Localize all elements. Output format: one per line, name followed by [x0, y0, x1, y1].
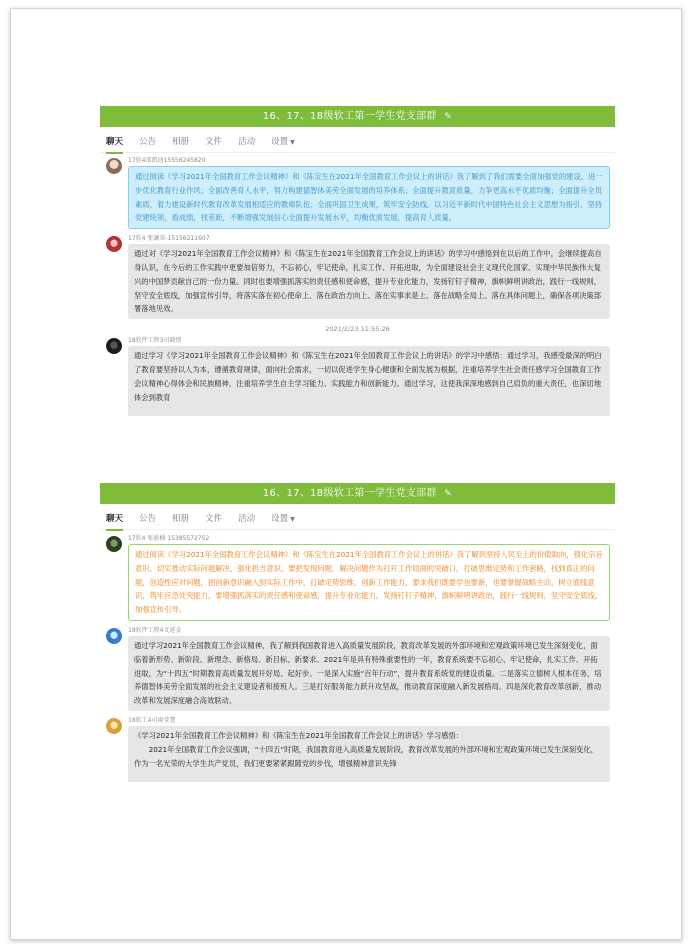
message-bubble: 通过对《学习2021年全国教育工作会议精神》和《陈宝生在2021年全国教育工作会议上的讲话》的学习中感悟到在以后的工作中，会继续提高自身认识，在今后的工作实践中更要加倍努力，不忘初心，牢记使命，扎实工作、开拓进取，为全面建设社会主义现代化国家、实现中华民族伟大复兴的中国梦贡献自己的一份力量。同时也要增强抓落实的责任感和使命感，提升专业化能力，发扬钉钉子精神，旗帜鲜明讲政治，践行一线规则，坚守安全底线，加强宣传引导，将落实落在初心使命上、落在政治方向上、落在实事求是上、落在战略全局上、落在具体问题上，确保各项决策部署落地见效。: [128, 244, 610, 319]
tab-album[interactable]: 相册: [172, 136, 190, 147]
sender-name: 18软工4司雨莹慧: [128, 716, 176, 724]
avatar[interactable]: [106, 628, 122, 644]
message-bubble: 通过阅读《学习2021年全国教育工作会议精神》和《陈宝生在2021年全国教育工作会议上的讲话》我了解到了我们需要全面加强党的建设，进一步优化教育行业作风；全面改善育人水平，努力构建德智体美劳全面发展的培养体系；全面提升教育质量，力争更高水平优质均衡；全面提升全员素质，着力建设新时代教育改革发展相适应的教师队伍；全面巩固卫生成果，筑牢安全防线。以习近平新时代中国特色社会主义思想为指引，坚持党建统领，看成绩，找差距，不断增强发展信心全面提升发展水平，均衡优质发展，提高育人质量。: [128, 166, 610, 229]
tab-album[interactable]: 相册: [172, 513, 190, 524]
avatar[interactable]: [106, 338, 122, 354]
tab-announcement[interactable]: 公告: [139, 136, 157, 147]
chat-message: [100, 717, 615, 782]
chat-message: [100, 627, 615, 711]
caret-down-icon: ▼: [290, 138, 295, 146]
tab-settings[interactable]: [271, 133, 295, 153]
avatar[interactable]: [106, 236, 122, 252]
chat-message: [100, 235, 615, 319]
message-bubble: 通过学习《学习2021年全国教育工作会议精神》和《陈宝生在2021年全国教育工作会议上的讲话》的学习中感悟：通过学习，我感受最深的明白了教育要坚持以人为本，遵循教育规律，面向社会需求，一切以促进学生身心健康和全面发展为根据，注重培养学生社会责任感学习全国教育工作会议精神心得体会和民族精神，注重培养学生自主学习能力、实践能力和创新能力。通过学习，这使我深深地感到自己肩负的重大责任，也深切地体会到教育: [128, 346, 610, 416]
tab-settings-label: 设置: [271, 513, 289, 524]
chat-message: [100, 535, 615, 621]
tab-bar: [100, 510, 615, 530]
pencil-icon[interactable]: ✎: [444, 112, 453, 122]
sender-name: 17软4 张澜翠-15156211607: [128, 235, 210, 243]
avatar[interactable]: [106, 536, 122, 552]
message-text-paragraph: 2021年全国教育工作会议强调，“十四五”时期，我国教育进入高质量发展阶段，教育改革发展的外部环境和宏观政策环境已发生深刻变化，作为一名光荣的大学生共产党员，我们更要紧紧跟随党的步伐，增强精神意识先锋: [134, 744, 598, 768]
tab-files[interactable]: 文件: [205, 136, 223, 147]
avatar[interactable]: [106, 718, 122, 734]
tab-activities[interactable]: 活动: [238, 513, 256, 524]
tab-files[interactable]: 文件: [205, 513, 223, 524]
message-text: 《学习2021年全国教育工作会议精神》和《陈宝生在2021年全国教育工作会议上的讲话》学习感悟：: [134, 730, 464, 740]
group-title: 16、17、18级软工第一学生党支部群: [262, 488, 437, 499]
message-bubble: 通过阅读《学习2021年全国教育工作会议精神》和《陈宝生在2021年全国教育工作会议上的讲话》我了解到坚持人民至上的价值取向，强化宗旨意识。切实推动实际问题解决，强化担当意识，要把发现问题、解决问题作为打开工作局面的突破口，打破思维定势和工作套路，找到真正的问题，创造性应对问题，把创新意识融入到实际工作中，打破定势思维，创新工作能力，要求我们既要学也要新，也要掌握战略主动，树立底线意识，筑牢应急处突能力，要增强抓落实的责任感和使命感，提升专业化能力，发扬钉钉子精神，旗帜鲜明讲政治，践行一线规则，坚守安全底线，加强宣传引导。: [128, 544, 610, 621]
group-title-bar: [100, 106, 615, 127]
avatar[interactable]: [106, 158, 122, 174]
pencil-icon[interactable]: ✎: [444, 489, 453, 499]
tab-settings[interactable]: [271, 510, 295, 530]
caret-down-icon: ▼: [290, 515, 295, 523]
chat-message: [100, 337, 615, 416]
chat-message: [100, 157, 615, 229]
message-timestamp: 2021/2/23 11:55:26: [325, 325, 390, 334]
tab-bar: [100, 133, 615, 153]
message-bubble: 通过学习2021年全国教育工作会议精神，我了解到我国教育进入高质量发展阶段，教育改革发展的外部环境和宏观政策环境已发生深刻变化，面临着新形势、新阶段、新理念、新格局、新目标、新要求。2021年是具有特殊重要性的一年，教育系统要不忘初心、牢记使命，扎实工作、开拓进取，为“十四五”时期教育高质量发展开好局、起好步。一是深入实施“百年行动”，提升教育系统党的建设质量。二是落实立德树人根本任务，培养德智体美劳全面发展的社会主义建设者和接班人。三是打好服务能力跃升攻坚战，推动教育深度融入新发展格局。四是深化教育改革创新，推动改革和发展深度融合高效联动。: [128, 636, 610, 711]
tab-settings-label: 设置: [271, 136, 289, 147]
tab-announcement[interactable]: 公告: [139, 513, 157, 524]
document-page: [10, 8, 682, 940]
chat-window-screenshot-1: [100, 106, 615, 479]
group-title-bar: [100, 483, 615, 504]
tab-chat[interactable]: 聊天: [106, 133, 123, 153]
tab-activities[interactable]: 活动: [238, 136, 256, 147]
sender-name: 18软件工程4文延金: [128, 626, 182, 634]
sender-name: 17软4邵凯迪15556245820: [128, 157, 206, 164]
group-title: 16、17、18级软工第一学生党支部群: [262, 111, 437, 122]
chat-window-screenshot-2: [100, 483, 615, 865]
sender-name: 18软件工程3司晓朋: [128, 337, 182, 345]
sender-name: 17软4 张骄楠 15385572752: [128, 535, 210, 542]
message-bubble: [128, 726, 610, 782]
tab-chat[interactable]: 聊天: [106, 510, 123, 530]
